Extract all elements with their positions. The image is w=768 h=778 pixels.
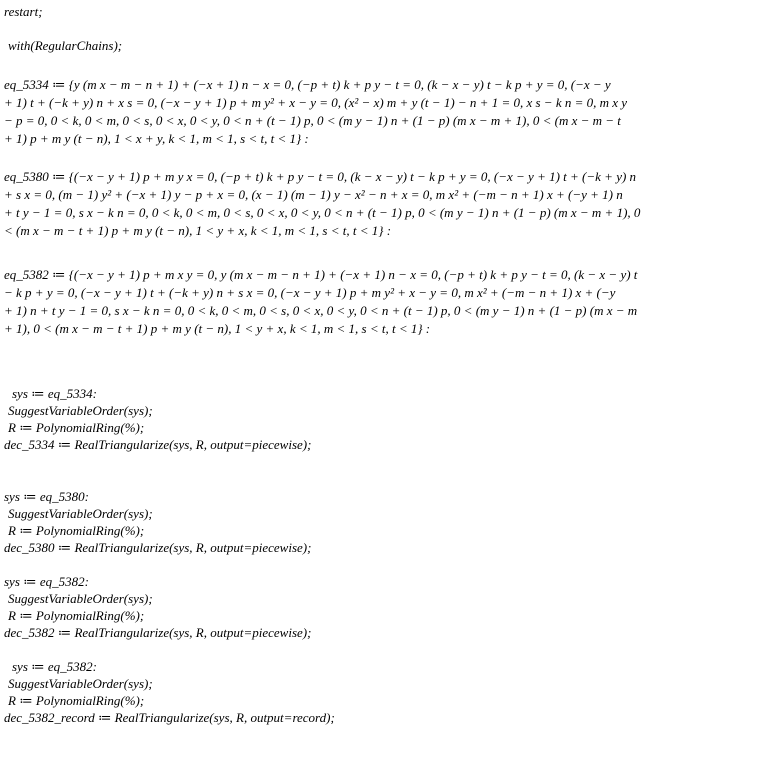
eq-5380-input[interactable]	[4, 168, 764, 240]
eq-5382-line: + 1), 0 < (m x − m − t + 1) p + m y (t − n), 1 < y + x, k < 1, m < 1, s < t, t < 1} :	[4, 321, 431, 336]
eq-5380-line: < (m x − m − t + 1) p + m y (t − n), 1 < y + x, k < 1, m < 1, s < t, t < 1} :	[4, 223, 392, 238]
polynomial-ring-command[interactable]: R ≔ PolynomialRing(%);	[8, 608, 145, 623]
sys-assign-5380[interactable]: sys ≔ eq_5380:	[4, 489, 89, 504]
eq-5334-line: − p = 0, 0 < k, 0 < m, 0 < s, 0 < x, 0 < y, 0 < n + (t − 1) p, 0 < (m y − 1) n + (1 − p) (m x − m + 1), 0 < (m x − m − t	[4, 113, 621, 128]
eq-5334-line: + 1) t + (−k + y) n + x s = 0, (−x − y + 1) p + m y² + x − y = 0, (x² − x) m + y (t − 1) − n + 1 = 0, x s − k n = 0, m x y	[4, 95, 628, 110]
eq-5334-input[interactable]	[4, 76, 764, 148]
eq-5334-line: + 1) p + m y (t − n), 1 < x + y, k < 1, m < 1, s < t, t < 1} :	[4, 131, 309, 146]
eq-5380-line: + t y − 1 = 0, s x − k n = 0, 0 < k, 0 < m, 0 < s, 0 < x, 0 < y, 0 < n + (t − 1) p, 0 < (m y − 1) n + (1 − p) (m x − m + 1), 0	[4, 205, 641, 220]
eq-5334-line: eq_5334 ≔ {y (m x − m − n + 1) + (−x + 1) n − x = 0, (−p + t) k + p y − t = 0, (k − x − y) t − k p + y = 0, (−x − y	[4, 77, 611, 92]
eq-5382-line: eq_5382 ≔ {(−x − y + 1) p + m x y = 0, y (m x − m − n + 1) + (−x + 1) n − x = 0, (−p + t) k + p y − t = 0, (k − x − y) t	[4, 267, 638, 282]
eq-5382-line: − k p + y = 0, (−x − y + 1) t + (−k + y) n + s x = 0, (−x − y + 1) p + m y² + x − y = 0, m x² + (−m − n + 1) x + (−y	[4, 285, 616, 300]
real-triangularize-5382-command[interactable]: dec_5382 ≔ RealTriangularize(sys, R, output=piecewise);	[4, 625, 312, 640]
with-regularchains-command[interactable]: with(RegularChains);	[8, 38, 123, 53]
polynomial-ring-command[interactable]: R ≔ PolynomialRing(%);	[8, 523, 145, 538]
sys-assign-5382[interactable]: sys ≔ eq_5382:	[4, 574, 89, 589]
sys-assign-5334[interactable]: sys ≔ eq_5334:	[12, 386, 97, 401]
polynomial-ring-command[interactable]: R ≔ PolynomialRing(%);	[8, 420, 145, 435]
polynomial-ring-command[interactable]: R ≔ PolynomialRing(%);	[8, 693, 145, 708]
eq-5380-line: + s x = 0, (m − 1) y² + (−x + 1) y − p + x = 0, (x − 1) (m − 1) y − x² − n + x = 0, m x² + (−m − n + 1) x + (−y + 1) n	[4, 187, 623, 202]
suggest-variable-order-command[interactable]: SuggestVariableOrder(sys);	[8, 506, 153, 521]
real-triangularize-5334-command[interactable]: dec_5334 ≔ RealTriangularize(sys, R, output=piecewise);	[4, 437, 312, 452]
suggest-variable-order-command[interactable]: SuggestVariableOrder(sys);	[8, 403, 153, 418]
suggest-variable-order-command[interactable]: SuggestVariableOrder(sys);	[8, 591, 153, 606]
sys-assign-5382-record[interactable]: sys ≔ eq_5382:	[12, 659, 97, 674]
eq-5382-line: + 1) n + t y − 1 = 0, s x − k n = 0, 0 < k, 0 < m, 0 < s, 0 < x, 0 < y, 0 < n + (t − 1) p, 0 < (m y − 1) n + (1 − p) (m x − m	[4, 303, 638, 318]
real-triangularize-5380-command[interactable]: dec_5380 ≔ RealTriangularize(sys, R, output=piecewise);	[4, 540, 312, 555]
suggest-variable-order-command[interactable]: SuggestVariableOrder(sys);	[8, 676, 153, 691]
eq-5382-input[interactable]	[4, 266, 764, 338]
real-triangularize-record-command[interactable]: dec_5382_record ≔ RealTriangularize(sys, R, output=record);	[4, 710, 335, 725]
eq-5380-line: eq_5380 ≔ {(−x − y + 1) p + m y x = 0, (−p + t) k + p y − t = 0, (k − x − y) t − k p + y = 0, (−x − y + 1) t + (−k + y) n	[4, 169, 637, 184]
restart-command[interactable]: restart;	[4, 4, 43, 19]
